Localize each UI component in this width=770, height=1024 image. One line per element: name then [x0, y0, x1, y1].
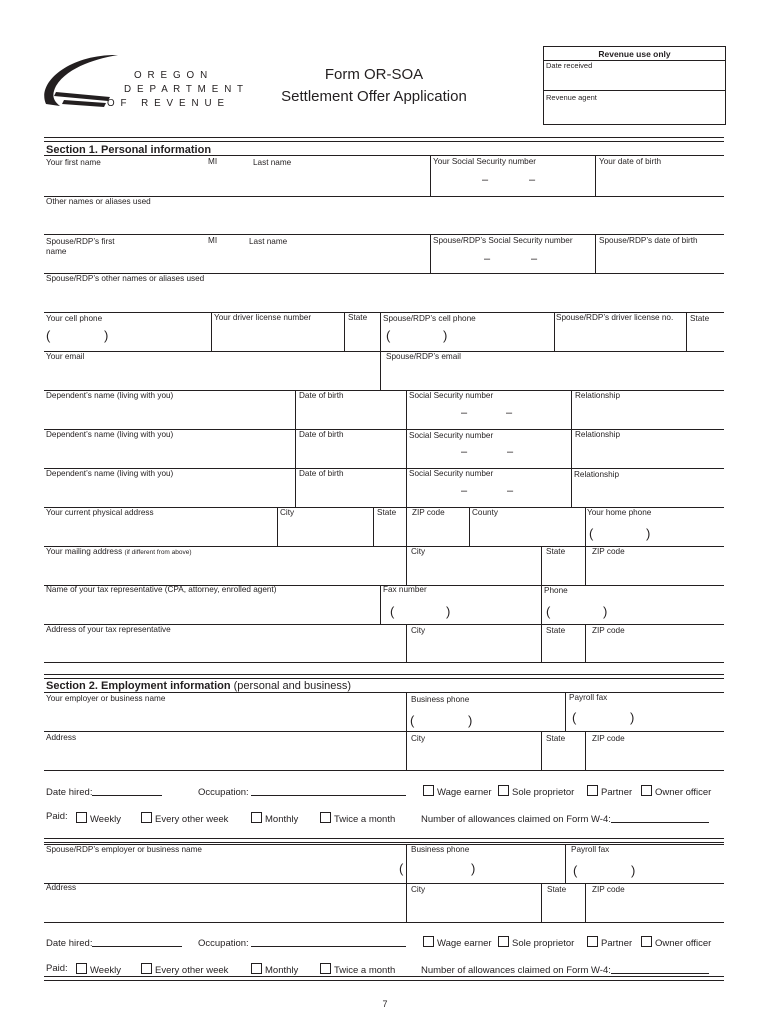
- address-field[interactable]: Address: [46, 733, 77, 742]
- dependent-2-dob-field[interactable]: Date of birth: [299, 430, 344, 439]
- spouse-first-name-label: Spouse/RDP’s first: [46, 237, 115, 246]
- ssn-dash: –: [529, 174, 536, 186]
- spouse-sole-proprietor-label: Sole proprietor: [512, 938, 575, 949]
- spouse-dob-field[interactable]: Spouse/RDP’s date of birth: [599, 236, 698, 245]
- date-received-field[interactable]: Date received: [546, 61, 593, 70]
- revenue-use-only-box: [543, 46, 726, 125]
- tax-rep-name-field[interactable]: Name of your tax representative (CPA, attorney, enrolled agent): [46, 585, 277, 594]
- ssn-dash: –: [507, 485, 514, 497]
- monthly-label: Monthly: [265, 814, 299, 825]
- revenue-box-title: Revenue use only: [598, 49, 671, 59]
- spouse-wage-earner-checkbox[interactable]: [423, 936, 492, 949]
- agency-line-1: O R E G O N: [134, 70, 209, 81]
- your-first-name-field[interactable]: Your first name: [46, 158, 101, 167]
- every-other-week-checkbox[interactable]: [141, 812, 228, 825]
- agency-line-3: O F R E V E N U E: [107, 98, 226, 109]
- ssn-dash: –: [482, 174, 489, 186]
- paren-open: (: [386, 328, 391, 343]
- paren-close: ): [104, 328, 109, 343]
- section-divider: [44, 838, 724, 843]
- state-field[interactable]: State: [348, 313, 368, 322]
- your-ssn-field[interactable]: Your Social Security number: [433, 157, 537, 166]
- spouse-occupation-field[interactable]: [198, 937, 406, 949]
- section2-title-bold: Section 2. Employment information: [46, 680, 231, 692]
- spouse-address-field[interactable]: Address: [46, 883, 77, 892]
- twice-a-month-checkbox[interactable]: [320, 812, 395, 825]
- dependent-1-name-field[interactable]: Dependent’s name (living with you): [46, 391, 174, 400]
- fax-number-field[interactable]: Fax number: [383, 585, 427, 594]
- spouse-first-name-label-2: name: [46, 247, 67, 256]
- spouse-allowances-field[interactable]: [421, 964, 709, 976]
- spouse-partner-checkbox[interactable]: [587, 936, 632, 949]
- sole-proprietor-checkbox[interactable]: [498, 785, 574, 798]
- paren-close: ): [468, 713, 473, 728]
- mailing-address-field[interactable]: [46, 548, 192, 557]
- wage-earner-label: Wage earner: [437, 787, 492, 798]
- paren-close: ): [446, 604, 451, 619]
- section-divider: [44, 976, 724, 981]
- allowances-field[interactable]: [421, 813, 709, 825]
- physical-address-field[interactable]: Your current physical address: [46, 508, 154, 517]
- spouse-city-field[interactable]: City: [411, 885, 426, 894]
- section1-title: Section 1. Personal information: [46, 144, 212, 156]
- spouse-cell-phone-field[interactable]: Spouse/RDP’s cell phone: [383, 314, 476, 323]
- wage-earner-checkbox[interactable]: [423, 785, 492, 798]
- mailing-state-field[interactable]: State: [546, 547, 566, 556]
- spouse-monthly-label: Monthly: [265, 965, 299, 976]
- paren-open: (: [572, 710, 577, 725]
- city-field[interactable]: City: [280, 508, 295, 517]
- spouse-license-field[interactable]: Spouse/RDP’s driver license no.: [556, 313, 674, 322]
- paid-label: Paid:: [46, 811, 68, 822]
- mailing-address-label: Your mailing address: [46, 547, 123, 556]
- spouse-occupation-label: Occupation:: [198, 938, 249, 949]
- state-field[interactable]: State: [546, 734, 566, 743]
- spouse-state-field[interactable]: State: [547, 885, 567, 894]
- owner-officer-checkbox[interactable]: [641, 785, 711, 798]
- spouse-owner-officer-label: Owner officer: [655, 938, 712, 949]
- driver-license-field[interactable]: Your driver license number: [214, 313, 312, 322]
- paren-close: ): [630, 710, 635, 725]
- section2-title-suffix: (personal and business): [233, 680, 352, 692]
- state-field[interactable]: State: [377, 508, 397, 517]
- ssn-dash: –: [461, 407, 468, 419]
- rep-zip-field[interactable]: ZIP code: [592, 626, 625, 635]
- paren-close: ): [443, 328, 448, 343]
- tax-rep-address-field[interactable]: Address of your tax representative: [46, 625, 171, 634]
- date-hired-label: Date hired:: [46, 787, 93, 798]
- occupation-label: Occupation:: [198, 787, 249, 798]
- paren-open: (: [390, 604, 395, 619]
- form-title: Form OR-SOA: [324, 66, 424, 83]
- form-subtitle: Settlement Offer Application: [281, 88, 467, 105]
- paren-open: (: [46, 328, 51, 343]
- date-hired-field[interactable]: [46, 786, 162, 798]
- ssn-dash: –: [506, 407, 513, 419]
- business-phone-field[interactable]: Business phone: [411, 695, 470, 704]
- spouse-date-hired-label: Date hired:: [46, 938, 93, 949]
- ssn-dash: –: [484, 253, 491, 265]
- spouse-state-field[interactable]: State: [690, 314, 710, 323]
- ssn-dash: –: [507, 446, 514, 458]
- zip-code-field[interactable]: ZIP code: [592, 734, 625, 743]
- paren-close: ): [631, 863, 636, 878]
- spouse-paid-label: Paid:: [46, 963, 68, 974]
- twice-a-month-label: Twice a month: [334, 814, 396, 825]
- rep-state-field[interactable]: State: [546, 626, 566, 635]
- dependent-3-ssn-field[interactable]: Social Security number: [409, 469, 494, 478]
- agency-line-2: D E P A R T M E N T: [124, 84, 245, 95]
- spouse-allowances-label: Number of allowances claimed on Form W-4:: [421, 965, 611, 976]
- dependent-2-ssn-field[interactable]: Social Security number: [409, 431, 494, 440]
- mailing-city-field[interactable]: City: [411, 547, 426, 556]
- paren-close: ): [646, 526, 651, 541]
- other-names-field[interactable]: Other names or aliases used: [46, 197, 151, 206]
- dependent-3-relationship-field[interactable]: Relationship: [574, 470, 620, 479]
- payroll-fax-field[interactable]: Payroll fax: [569, 693, 608, 702]
- spouse-employer-name-field[interactable]: Spouse/RDP’s employer or business name: [46, 845, 202, 854]
- city-field[interactable]: City: [411, 734, 426, 743]
- mailing-address-note: (if different from above): [124, 549, 192, 556]
- paren-open: (: [589, 526, 594, 541]
- revenue-agent-field[interactable]: Revenue agent: [546, 93, 597, 102]
- sole-proprietor-label: Sole proprietor: [512, 787, 575, 798]
- paren-close: ): [603, 604, 608, 619]
- paren-open: (: [410, 713, 415, 728]
- weekly-checkbox[interactable]: [76, 812, 121, 825]
- paren-open: (: [573, 863, 578, 878]
- section-divider: [44, 137, 724, 142]
- spouse-last-name-field[interactable]: Last name: [249, 237, 288, 246]
- dependent-2-name-field[interactable]: Dependent’s name (living with you): [46, 430, 174, 439]
- section-divider: [44, 674, 724, 679]
- zip-code-field[interactable]: ZIP code: [412, 508, 445, 517]
- owner-officer-label: Owner officer: [655, 787, 712, 798]
- spouse-every-other-week-checkbox[interactable]: [141, 963, 228, 976]
- spouse-first-name-field[interactable]: [46, 237, 115, 257]
- spouse-every-other-week-label: Every other week: [155, 965, 229, 976]
- page-number: 7: [382, 999, 388, 1009]
- county-field[interactable]: County: [472, 508, 498, 517]
- agency-name: [107, 69, 245, 111]
- employer-name-field[interactable]: Your employer or business name: [46, 694, 166, 703]
- weekly-label: Weekly: [90, 814, 121, 825]
- spouse-other-names-field[interactable]: Spouse/RDP’s other names or aliases used: [46, 274, 205, 283]
- allowances-label: Number of allowances claimed on Form W-4:: [421, 814, 611, 825]
- spouse-wage-earner-label: Wage earner: [437, 938, 492, 949]
- spouse-email-field[interactable]: Spouse/RDP’s email: [386, 352, 461, 361]
- dependent-1-dob-field[interactable]: Date of birth: [299, 391, 344, 400]
- rep-city-field[interactable]: City: [411, 626, 426, 635]
- dependent-2-relationship-field[interactable]: Relationship: [575, 430, 621, 439]
- phone-field[interactable]: Phone: [544, 586, 568, 595]
- your-email-field[interactable]: Your email: [46, 352, 85, 361]
- spouse-partner-label: Partner: [601, 938, 633, 949]
- spouse-zip-field[interactable]: ZIP code: [592, 885, 625, 894]
- occupation-field[interactable]: [198, 786, 406, 798]
- spouse-owner-officer-checkbox[interactable]: [641, 936, 711, 949]
- monthly-checkbox[interactable]: [251, 812, 298, 825]
- spouse-sole-proprietor-checkbox[interactable]: [498, 936, 574, 949]
- ssn-dash: –: [531, 253, 538, 265]
- every-other-week-label: Every other week: [155, 814, 229, 825]
- section2-title: [46, 681, 351, 692]
- paren-close: ): [471, 861, 476, 876]
- spouse-twice-a-month-label: Twice a month: [334, 965, 396, 976]
- ssn-dash: –: [461, 485, 468, 497]
- form-title-block: [268, 64, 480, 108]
- mailing-zip-field[interactable]: ZIP code: [592, 547, 625, 556]
- dependent-3-name-field[interactable]: Dependent’s name (living with you): [46, 469, 174, 478]
- your-cell-phone-field[interactable]: Your cell phone: [46, 314, 103, 323]
- spouse-monthly-checkbox[interactable]: [251, 963, 298, 976]
- partner-label: Partner: [601, 787, 633, 798]
- spouse-mi-field[interactable]: MI: [208, 236, 218, 245]
- paren-open: (: [546, 604, 551, 619]
- spouse-payroll-fax-field[interactable]: Payroll fax: [571, 845, 610, 854]
- dependent-3-dob-field[interactable]: Date of birth: [299, 469, 344, 478]
- spouse-weekly-checkbox[interactable]: [76, 963, 121, 976]
- home-phone-field[interactable]: Your home phone: [587, 508, 652, 517]
- spouse-weekly-label: Weekly: [90, 965, 121, 976]
- spouse-date-hired-field[interactable]: [46, 937, 182, 949]
- partner-checkbox[interactable]: [587, 785, 632, 798]
- dependent-1-ssn-field[interactable]: Social Security number: [409, 391, 494, 400]
- ssn-dash: –: [461, 446, 468, 458]
- spouse-business-phone-field[interactable]: Business phone: [411, 845, 470, 854]
- dependent-1-relationship-field[interactable]: Relationship: [575, 391, 621, 400]
- spouse-twice-a-month-checkbox[interactable]: [320, 963, 395, 976]
- your-dob-field[interactable]: Your date of birth: [599, 157, 662, 166]
- spouse-ssn-field[interactable]: Spouse/RDP’s Social Security number: [433, 236, 573, 245]
- last-name-field[interactable]: Last name: [253, 158, 292, 167]
- paren-open: (: [399, 861, 404, 876]
- mi-field[interactable]: MI: [208, 157, 218, 166]
